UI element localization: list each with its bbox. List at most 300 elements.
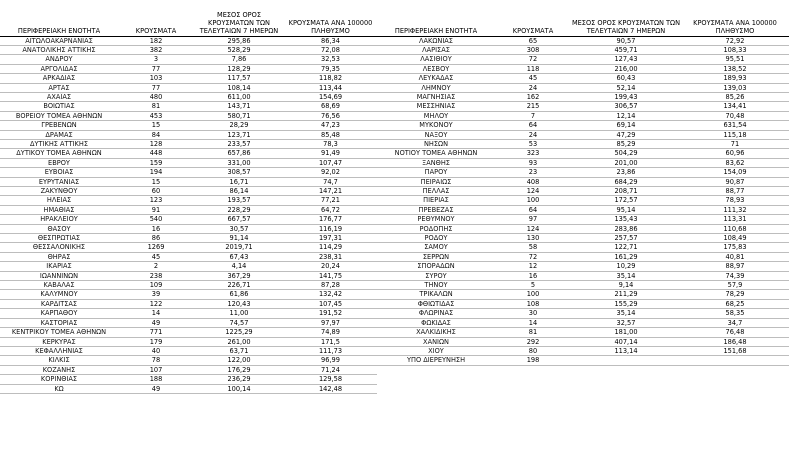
left-cases-cell: 40: [118, 346, 194, 355]
right-avg7-cell: 208,71: [571, 187, 681, 196]
left-per100k-cell: 154,69: [284, 92, 377, 101]
table-row: [0, 83, 789, 92]
left-cases-cell: 49: [118, 318, 194, 327]
right-per100k-cell: 134,41: [681, 102, 789, 111]
left-cases-cell: 238: [118, 271, 194, 280]
right-region-cell: ΦΛΩΡΙΝΑΣ: [377, 309, 495, 318]
left-region-cell: ΘΑΣΟΥ: [0, 224, 118, 233]
right-avg7-cell: [571, 384, 681, 393]
left-region-cell: ΖΑΚΥΝΘΟΥ: [0, 187, 118, 196]
left-avg7-cell: 128,29: [194, 64, 284, 73]
right-region-cell: [377, 375, 495, 384]
left-avg7-cell: 4,14: [194, 262, 284, 271]
left-cases-cell: 86: [118, 234, 194, 243]
left-per100k-cell: 85,48: [284, 130, 377, 139]
left-per100k-cell: 141,75: [284, 271, 377, 280]
left-per100k-cell: 197,31: [284, 234, 377, 243]
left-cases-cell: 159: [118, 158, 194, 167]
left-per100k-cell: 113,44: [284, 83, 377, 92]
right-avg7-cell: 407,14: [571, 337, 681, 346]
right-avg7-cell: 90,57: [571, 36, 681, 45]
left-per100k-cell: 76,56: [284, 111, 377, 120]
table-row: [0, 262, 789, 271]
right-cases-cell: 118: [495, 64, 571, 73]
right-cases-cell: 100: [495, 290, 571, 299]
left-per100k-cell: 71,24: [284, 365, 377, 374]
left-region-cell: ΓΡΕΒΕΝΩΝ: [0, 121, 118, 130]
right-region-cell: ΣΑΜΟΥ: [377, 243, 495, 252]
table-row: [0, 281, 789, 290]
right-avg7-cell: 122,71: [571, 243, 681, 252]
left-per100k-cell: 92,02: [284, 168, 377, 177]
right-cases-cell: 5: [495, 281, 571, 290]
left-per100k-cell: 171,5: [284, 337, 377, 346]
right-region-cell: ΣΥΡΟΥ: [377, 271, 495, 280]
right-region-cell: ΠΕΙΡΑΙΩΣ: [377, 177, 495, 186]
left-avg7-cell: 657,86: [194, 149, 284, 158]
header-row: [0, 8, 789, 36]
table-row: [0, 149, 789, 158]
table-row: [0, 337, 789, 346]
table-row: [0, 271, 789, 280]
left-avg7-cell: 261,00: [194, 337, 284, 346]
left-region-cell: ΘΕΣΠΡΩΤΙΑΣ: [0, 234, 118, 243]
right-cases-cell: 124: [495, 224, 571, 233]
table-row: [0, 328, 789, 337]
left-cases-cell: 16: [118, 224, 194, 233]
left-per100k-cell: 96,99: [284, 356, 377, 365]
left-region-cell: ΑΡΤΑΣ: [0, 83, 118, 92]
right-cases-cell: 64: [495, 205, 571, 214]
left-avg7-cell: 91,14: [194, 234, 284, 243]
left-region-cell: ΚΑΛΥΜΝΟΥ: [0, 290, 118, 299]
left-cases-cell: 103: [118, 74, 194, 83]
left-cases-cell: 60: [118, 187, 194, 196]
right-avg7-cell: 283,86: [571, 224, 681, 233]
left-avg7-cell: 100,14: [194, 384, 284, 393]
right-region-cell: ΛΕΣΒΟΥ: [377, 64, 495, 73]
right-avg7-cell: 52,14: [571, 83, 681, 92]
left-per100k-cell: 32,53: [284, 55, 377, 64]
left-avg7-cell: 2019,71: [194, 243, 284, 252]
left-avg7-cell: 30,57: [194, 224, 284, 233]
right-cases-cell: 81: [495, 328, 571, 337]
right-avg7-cell: [571, 365, 681, 374]
table-row: [0, 215, 789, 224]
left-region-cell: ΔΥΤΙΚΗΣ ΑΤΤΙΚΗΣ: [0, 139, 118, 148]
table-row: [0, 196, 789, 205]
left-avg7-cell: 176,29: [194, 365, 284, 374]
left-per100k-cell: 91,49: [284, 149, 377, 158]
left-region-cell: ΚΟΡΙΝΘΙΑΣ: [0, 375, 118, 384]
table-row: [0, 102, 789, 111]
left-avg7-cell: 28,29: [194, 121, 284, 130]
right-avg7-cell: 161,29: [571, 252, 681, 261]
right-cases-cell: 24: [495, 83, 571, 92]
left-avg7-cell: 120,43: [194, 299, 284, 308]
right-per100k-cell: 88,77: [681, 187, 789, 196]
left-avg7-cell: 193,57: [194, 196, 284, 205]
left-cases-cell: 382: [118, 45, 194, 54]
right-cases-cell: 45: [495, 74, 571, 83]
table-row: [0, 130, 789, 139]
left-per100k-cell: 78,3: [284, 139, 377, 148]
right-avg7-cell: 35,14: [571, 271, 681, 280]
right-region-cell: ΠΕΛΛΑΣ: [377, 187, 495, 196]
left-avg7-cell: 367,29: [194, 271, 284, 280]
right-region-cell: ΠΡΕΒΕΖΑΣ: [377, 205, 495, 214]
left-per100k-cell: 107,47: [284, 158, 377, 167]
right-cases-cell: 14: [495, 318, 571, 327]
left-cases-cell: 77: [118, 64, 194, 73]
right-cases-cell: 24: [495, 130, 571, 139]
left-per100k-cell: 68,69: [284, 102, 377, 111]
left-region-cell: ΑΧΑΪΑΣ: [0, 92, 118, 101]
right-per100k-cell: 58,35: [681, 309, 789, 318]
table-row: [0, 224, 789, 233]
left-region-cell: ΚΟΖΑΝΗΣ: [0, 365, 118, 374]
right-avg7-cell: 504,29: [571, 149, 681, 158]
table-row: [0, 187, 789, 196]
right-avg7-cell: 47,29: [571, 130, 681, 139]
right-avg7-cell: 69,14: [571, 121, 681, 130]
table-row: [0, 309, 789, 318]
left-per100k-cell: 238,31: [284, 252, 377, 261]
right-avg7-cell: 32,57: [571, 318, 681, 327]
left-cases-cell: 453: [118, 111, 194, 120]
left-cases-cell: 179: [118, 337, 194, 346]
left-region-cell: ΙΚΑΡΙΑΣ: [0, 262, 118, 271]
right-cases-cell: 23: [495, 168, 571, 177]
left-cases-cell: 448: [118, 149, 194, 158]
right-region-cell: ΜΑΓΝΗΣΙΑΣ: [377, 92, 495, 101]
left-cases-cell: 128: [118, 139, 194, 148]
right-region-cell: ΠΙΕΡΙΑΣ: [377, 196, 495, 205]
left-per100k-cell: 86,34: [284, 36, 377, 45]
right-avg7-cell: 257,57: [571, 234, 681, 243]
right-avg7-cell: 113,14: [571, 346, 681, 355]
right-per100k-cell: 154,09: [681, 168, 789, 177]
right-per100k-cell: 95,51: [681, 55, 789, 64]
right-per100k-cell: 110,68: [681, 224, 789, 233]
right-cases-cell: 65: [495, 36, 571, 45]
left-avg7-cell: 86,14: [194, 187, 284, 196]
left-region-cell: ΕΒΡΟΥ: [0, 158, 118, 167]
right-avg7-cell: 201,00: [571, 158, 681, 167]
table-row: [0, 234, 789, 243]
right-per100k-cell: [681, 356, 789, 365]
right-avg7-cell: 172,57: [571, 196, 681, 205]
left-cases-cell: 771: [118, 328, 194, 337]
header-per100k-left: ΚΡΟΥΣΜΑΤΑ ΑΝΑ 100000 ΠΛΗΘΥΣΜΟ: [284, 8, 377, 36]
table-row: [0, 290, 789, 299]
right-cases-cell: 215: [495, 102, 571, 111]
table-row: [0, 205, 789, 214]
right-cases-cell: 72: [495, 252, 571, 261]
right-per100k-cell: 138,52: [681, 64, 789, 73]
left-cases-cell: 15: [118, 121, 194, 130]
table-row: [0, 375, 789, 384]
left-per100k-cell: 79,35: [284, 64, 377, 73]
right-cases-cell: 72: [495, 55, 571, 64]
left-region-cell: ΗΛΕΙΑΣ: [0, 196, 118, 205]
left-cases-cell: 49: [118, 384, 194, 393]
header-per100k-right: ΚΡΟΥΣΜΑΤΑ ΑΝΑ 100000 ΠΛΗΘΥΣΜΟ: [681, 8, 789, 36]
table-row: [0, 365, 789, 374]
right-avg7-cell: 181,00: [571, 328, 681, 337]
left-per100k-cell: 74,7: [284, 177, 377, 186]
right-region-cell: ΝΗΣΩΝ: [377, 139, 495, 148]
header-cases-right: ΚΡΟΥΣΜΑΤΑ: [495, 8, 571, 36]
left-avg7-cell: 331,00: [194, 158, 284, 167]
right-region-cell: ΝΑΞΟΥ: [377, 130, 495, 139]
right-cases-cell: [495, 375, 571, 384]
table-row: [0, 168, 789, 177]
left-region-cell: ΔΥΤΙΚΟΥ ΤΟΜΕΑ ΑΘΗΝΩΝ: [0, 149, 118, 158]
right-cases-cell: 80: [495, 346, 571, 355]
right-avg7-cell: 23,86: [571, 168, 681, 177]
right-region-cell: ΞΑΝΘΗΣ: [377, 158, 495, 167]
left-region-cell: ΒΟΙΩΤΙΑΣ: [0, 102, 118, 111]
left-avg7-cell: 528,29: [194, 45, 284, 54]
right-cases-cell: 7: [495, 111, 571, 120]
table-row: [0, 346, 789, 355]
left-region-cell: ΑΙΤΩΛΟΑΚΑΡΝΑΝΙΑΣ: [0, 36, 118, 45]
left-cases-cell: 3: [118, 55, 194, 64]
right-cases-cell: 162: [495, 92, 571, 101]
right-cases-cell: 124: [495, 187, 571, 196]
left-per100k-cell: 87,28: [284, 281, 377, 290]
right-per100k-cell: 72,92: [681, 36, 789, 45]
left-per100k-cell: 97,97: [284, 318, 377, 327]
left-cases-cell: 14: [118, 309, 194, 318]
right-cases-cell: 97: [495, 215, 571, 224]
right-region-cell: ΡΟΔΟΠΗΣ: [377, 224, 495, 233]
right-region-cell: ΣΕΡΡΩΝ: [377, 252, 495, 261]
right-avg7-cell: [571, 375, 681, 384]
left-cases-cell: 78: [118, 356, 194, 365]
right-cases-cell: 53: [495, 139, 571, 148]
left-cases-cell: 188: [118, 375, 194, 384]
left-avg7-cell: 74,57: [194, 318, 284, 327]
right-avg7-cell: 60,43: [571, 74, 681, 83]
right-per100k-cell: 78,29: [681, 290, 789, 299]
right-per100k-cell: 57,9: [681, 281, 789, 290]
left-avg7-cell: 1225,29: [194, 328, 284, 337]
left-region-cell: ΚΩ: [0, 384, 118, 393]
left-per100k-cell: 72,08: [284, 45, 377, 54]
left-cases-cell: 15: [118, 177, 194, 186]
header-avg7-left: ΜΕΣΟΣ ΟΡΟΣ ΚΡΟΥΣΜΑΤΩΝ ΤΩΝ ΤΕΛΕΥΤΑΙΩΝ 7 ΗΜΕΡΩΝ: [194, 8, 284, 36]
left-per100k-cell: 114,29: [284, 243, 377, 252]
right-avg7-cell: 306,57: [571, 102, 681, 111]
right-per100k-cell: [681, 375, 789, 384]
left-per100k-cell: 74,89: [284, 328, 377, 337]
right-cases-cell: 30: [495, 309, 571, 318]
right-avg7-cell: 135,43: [571, 215, 681, 224]
left-avg7-cell: 236,29: [194, 375, 284, 384]
left-per100k-cell: 129,58: [284, 375, 377, 384]
right-cases-cell: 108: [495, 299, 571, 308]
right-region-cell: ΦΘΙΩΤΙΔΑΣ: [377, 299, 495, 308]
left-cases-cell: 2: [118, 262, 194, 271]
left-cases-cell: 39: [118, 290, 194, 299]
right-per100k-cell: 631,54: [681, 121, 789, 130]
left-cases-cell: 123: [118, 196, 194, 205]
left-per100k-cell: 64,72: [284, 205, 377, 214]
left-cases-cell: 1269: [118, 243, 194, 252]
left-avg7-cell: 580,71: [194, 111, 284, 120]
left-region-cell: ΗΡΑΚΛΕΙΟΥ: [0, 215, 118, 224]
right-per100k-cell: 88,97: [681, 262, 789, 271]
left-avg7-cell: 233,57: [194, 139, 284, 148]
left-cases-cell: 194: [118, 168, 194, 177]
left-region-cell: ΑΝΑΤΟΛΙΚΗΣ ΑΤΤΙΚΗΣ: [0, 45, 118, 54]
left-region-cell: ΘΗΡΑΣ: [0, 252, 118, 261]
left-avg7-cell: 63,71: [194, 346, 284, 355]
right-region-cell: ΛΑΚΩΝΙΑΣ: [377, 36, 495, 45]
right-per100k-cell: 175,83: [681, 243, 789, 252]
right-avg7-cell: 211,29: [571, 290, 681, 299]
left-avg7-cell: 108,14: [194, 83, 284, 92]
table-row: [0, 243, 789, 252]
left-avg7-cell: 11,00: [194, 309, 284, 318]
table-row: [0, 139, 789, 148]
right-per100k-cell: 71: [681, 139, 789, 148]
right-per100k-cell: 70,48: [681, 111, 789, 120]
right-cases-cell: 408: [495, 177, 571, 186]
right-per100k-cell: 74,39: [681, 271, 789, 280]
right-region-cell: [377, 365, 495, 374]
right-per100k-cell: 139,03: [681, 83, 789, 92]
right-region-cell: ΛΑΡΙΣΑΣ: [377, 45, 495, 54]
right-per100k-cell: 90,87: [681, 177, 789, 186]
table-row: [0, 74, 789, 83]
left-cases-cell: 77: [118, 83, 194, 92]
left-cases-cell: 91: [118, 205, 194, 214]
right-cases-cell: 323: [495, 149, 571, 158]
left-per100k-cell: 147,21: [284, 187, 377, 196]
right-region-cell: ΡΕΘΥΜΝΟΥ: [377, 215, 495, 224]
right-region-cell: ΛΕΥΚΑΔΑΣ: [377, 74, 495, 83]
left-per100k-cell: 116,19: [284, 224, 377, 233]
right-region-cell: ΜΕΣΣΗΝΙΑΣ: [377, 102, 495, 111]
right-per100k-cell: 78,93: [681, 196, 789, 205]
right-region-cell: ΡΟΔΟΥ: [377, 234, 495, 243]
right-cases-cell: 64: [495, 121, 571, 130]
right-region-cell: ΜΥΚΟΝΟΥ: [377, 121, 495, 130]
right-region-cell: ΧΑΝΙΩΝ: [377, 337, 495, 346]
left-avg7-cell: 16,71: [194, 177, 284, 186]
left-region-cell: ΙΩΑΝΝΙΝΩΝ: [0, 271, 118, 280]
right-per100k-cell: 85,26: [681, 92, 789, 101]
table-row: [0, 252, 789, 261]
table-row: [0, 36, 789, 45]
left-region-cell: ΕΥΡΥΤΑΝΙΑΣ: [0, 177, 118, 186]
left-avg7-cell: 667,57: [194, 215, 284, 224]
right-region-cell: ΤΡΙΚΑΛΩΝ: [377, 290, 495, 299]
left-region-cell: ΒΟΡΕΙΟΥ ΤΟΜΕΑ ΑΘΗΝΩΝ: [0, 111, 118, 120]
left-region-cell: ΚΑΡΔΙΤΣΑΣ: [0, 299, 118, 308]
right-region-cell: ΦΩΚΙΔΑΣ: [377, 318, 495, 327]
left-avg7-cell: 123,71: [194, 130, 284, 139]
right-avg7-cell: 127,43: [571, 55, 681, 64]
left-cases-cell: 107: [118, 365, 194, 374]
left-avg7-cell: 7,86: [194, 55, 284, 64]
right-region-cell: ΤΗΝΟΥ: [377, 281, 495, 290]
table-row: [0, 177, 789, 186]
right-avg7-cell: 216,00: [571, 64, 681, 73]
header-cases-left: ΚΡΟΥΣΜΑΤΑ: [118, 8, 194, 36]
left-region-cell: ΘΕΣΣΑΛΟΝΙΚΗΣ: [0, 243, 118, 252]
left-per100k-cell: 142,48: [284, 384, 377, 393]
left-cases-cell: 81: [118, 102, 194, 111]
right-region-cell: ΧΑΛΚΙΔΙΚΗΣ: [377, 328, 495, 337]
left-region-cell: ΚΙΛΚΙΣ: [0, 356, 118, 365]
left-per100k-cell: 107,45: [284, 299, 377, 308]
right-region-cell: ΧΙΟΥ: [377, 346, 495, 355]
table-body: [0, 36, 789, 393]
right-per100k-cell: 113,31: [681, 215, 789, 224]
right-region-cell: ΣΠΟΡΑΔΩΝ: [377, 262, 495, 271]
table-row: [0, 299, 789, 308]
right-avg7-cell: 10,29: [571, 262, 681, 271]
header-region-right: ΠΕΡΙΦΕΡΕΙΑΚΗ ΕΝΟΤΗΤΑ: [377, 8, 495, 36]
left-region-cell: ΚΑΣΤΟΡΙΑΣ: [0, 318, 118, 327]
right-per100k-cell: 60,96: [681, 149, 789, 158]
left-per100k-cell: 118,82: [284, 74, 377, 83]
right-per100k-cell: 68,25: [681, 299, 789, 308]
right-region-cell: ΛΗΜΝΟΥ: [377, 83, 495, 92]
right-cases-cell: 130: [495, 234, 571, 243]
left-region-cell: ΚΕΦΑΛΛΗΝΙΑΣ: [0, 346, 118, 355]
table-row: [0, 55, 789, 64]
table-row: [0, 111, 789, 120]
right-avg7-cell: 9,14: [571, 281, 681, 290]
right-avg7-cell: 199,43: [571, 92, 681, 101]
right-avg7-cell: 459,71: [571, 45, 681, 54]
right-avg7-cell: 155,29: [571, 299, 681, 308]
right-avg7-cell: 85,29: [571, 139, 681, 148]
left-region-cell: ΑΡΓΟΛΙΔΑΣ: [0, 64, 118, 73]
table-row: [0, 64, 789, 73]
left-per100k-cell: 111,73: [284, 346, 377, 355]
table-row: [0, 92, 789, 101]
left-region-cell: ΚΑΒΑΛΑΣ: [0, 281, 118, 290]
right-per100k-cell: 76,48: [681, 328, 789, 337]
right-per100k-cell: [681, 384, 789, 393]
right-region-cell: ΝΟΤΙΟΥ ΤΟΜΕΑ ΑΘΗΝΩΝ: [377, 149, 495, 158]
right-avg7-cell: 684,29: [571, 177, 681, 186]
right-per100k-cell: 83,62: [681, 158, 789, 167]
left-avg7-cell: 117,57: [194, 74, 284, 83]
left-avg7-cell: 226,71: [194, 281, 284, 290]
right-cases-cell: 100: [495, 196, 571, 205]
left-region-cell: ΕΥΒΟΙΑΣ: [0, 168, 118, 177]
left-avg7-cell: 122,00: [194, 356, 284, 365]
left-cases-cell: 480: [118, 92, 194, 101]
left-per100k-cell: 47,23: [284, 121, 377, 130]
left-avg7-cell: 61,86: [194, 290, 284, 299]
right-cases-cell: 93: [495, 158, 571, 167]
left-per100k-cell: 191,52: [284, 309, 377, 318]
right-cases-cell: 292: [495, 337, 571, 346]
left-avg7-cell: 228,29: [194, 205, 284, 214]
right-cases-cell: [495, 384, 571, 393]
right-per100k-cell: 108,33: [681, 45, 789, 54]
left-region-cell: ΚΕΝΤΡΙΚΟΥ ΤΟΜΕΑ ΑΘΗΝΩΝ: [0, 328, 118, 337]
right-cases-cell: 198: [495, 356, 571, 365]
